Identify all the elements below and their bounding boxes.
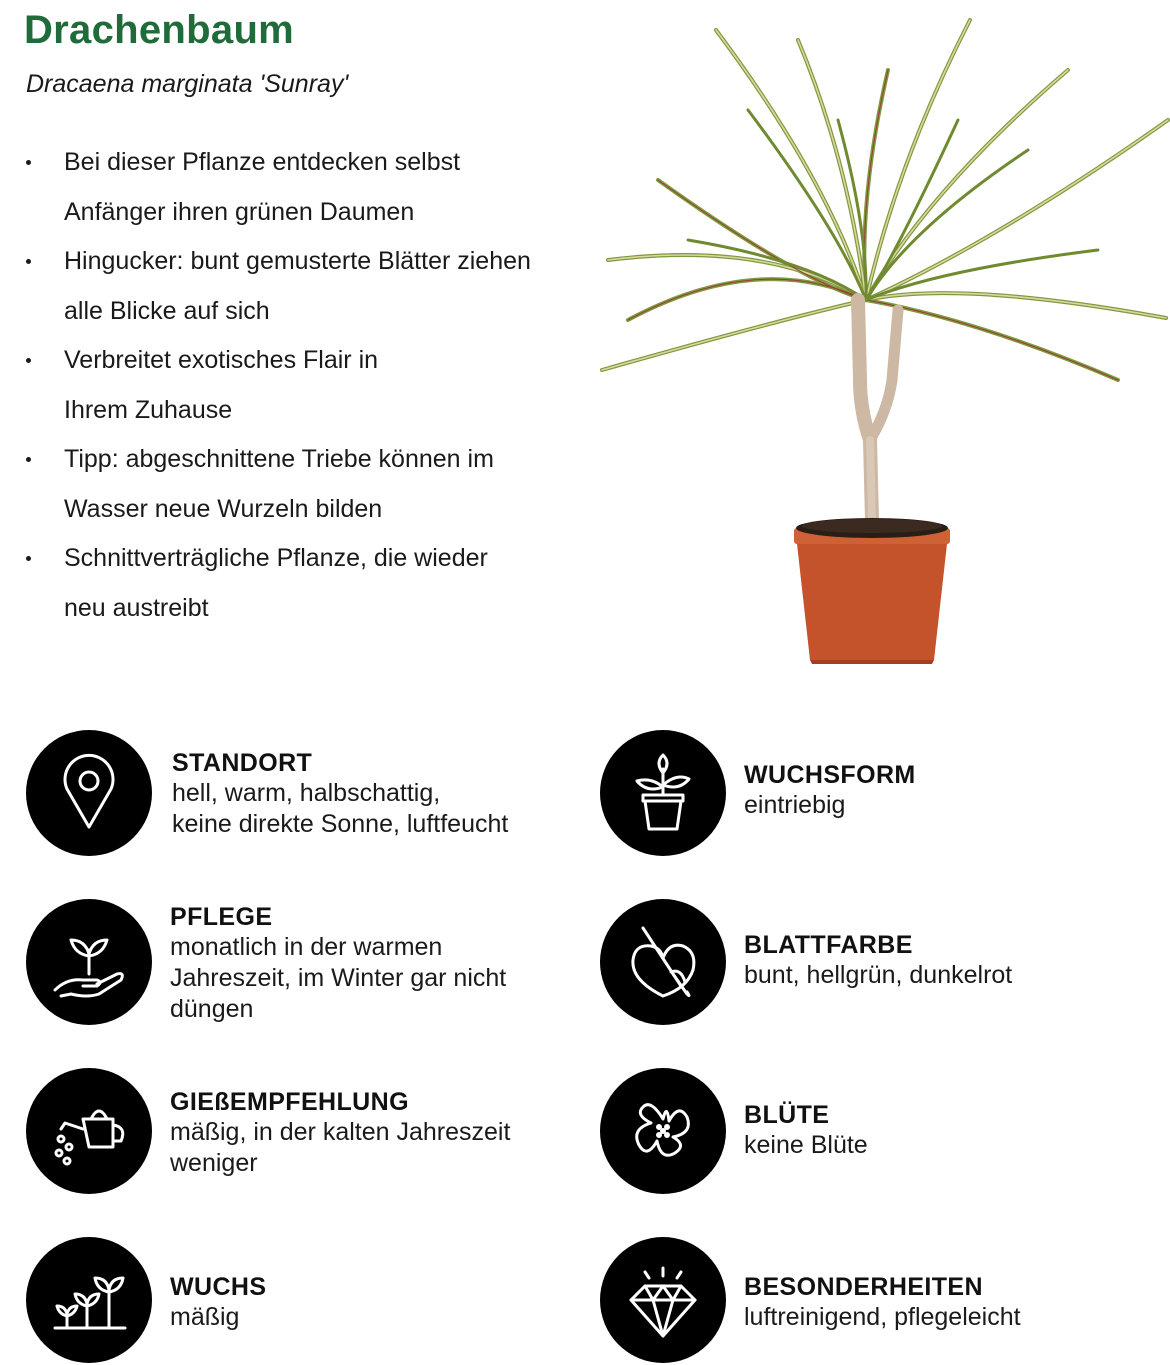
feature-standort bbox=[172, 748, 508, 840]
page-title: Drachenbaum bbox=[24, 8, 295, 52]
bullet-line: Wasser neue Wurzeln bilden bbox=[64, 494, 383, 523]
feature-desc-line: mäßig, in der kalten Jahreszeit bbox=[170, 1118, 511, 1146]
feature-desc-line: bunt, hellgrün, dunkelrot bbox=[744, 961, 1013, 989]
feature-desc-line: mäßig bbox=[170, 1303, 240, 1331]
feature-title: PFLEGE bbox=[170, 903, 273, 931]
feature-wuchs bbox=[170, 1272, 266, 1333]
seedlings-icon bbox=[26, 1237, 152, 1363]
feature-title: STANDORT bbox=[172, 749, 313, 777]
feature-wuchsform bbox=[744, 760, 916, 821]
bullet-line: alle Blicke auf sich bbox=[64, 296, 270, 325]
bullet-item bbox=[24, 237, 584, 336]
feature-desc-line: hell, warm, halbschattig, bbox=[172, 779, 441, 807]
feature-desc-line: weniger bbox=[170, 1149, 258, 1177]
feature-bullet-list bbox=[24, 138, 584, 633]
bullet-line: Schnittverträgliche Pflanze, die wieder bbox=[64, 544, 488, 572]
bullet-line: Hingucker: bunt gemusterte Blätter ziehen bbox=[64, 247, 531, 275]
feature-desc-line: eintriebig bbox=[744, 791, 846, 819]
bullet-item bbox=[24, 336, 584, 435]
bullet-dot-icon bbox=[26, 259, 31, 264]
flower-icon bbox=[600, 1068, 726, 1194]
location-pin-icon bbox=[26, 730, 152, 856]
bullet-item bbox=[24, 435, 584, 534]
feature-desc-line: keine direkte Sonne, luftfeucht bbox=[172, 810, 509, 838]
diamond-icon bbox=[600, 1237, 726, 1363]
feature-blattfarbe bbox=[744, 930, 1012, 991]
leaf-brush-icon bbox=[600, 899, 726, 1025]
dracaena-plant-image bbox=[598, 0, 1170, 672]
feature-desc-line: keine Blüte bbox=[744, 1131, 868, 1159]
plant-leaves bbox=[602, 20, 1168, 380]
feature-desc-line: düngen bbox=[170, 995, 254, 1023]
hand-sprout-icon bbox=[26, 899, 152, 1025]
watering-can-icon bbox=[26, 1068, 152, 1194]
feature-title: GIEßEMPFEHLUNG bbox=[170, 1088, 409, 1116]
feature-desc-line: Jahreszeit, im Winter gar nicht bbox=[170, 964, 507, 992]
feature-desc-line: luftreinigend, pflegeleicht bbox=[744, 1303, 1021, 1331]
bullet-line: Ihrem Zuhause bbox=[64, 395, 233, 424]
plant-trunk bbox=[858, 300, 898, 520]
feature-pflege bbox=[170, 902, 506, 1025]
feature-title: WUCHS bbox=[170, 1273, 267, 1301]
bullet-line: Anfänger ihren grünen Daumen bbox=[64, 197, 415, 226]
bullet-line: Verbreitet exotisches Flair in bbox=[64, 346, 379, 374]
bullet-line: neu austreibt bbox=[64, 593, 209, 622]
bullet-line: Bei dieser Pflanze entdecken selbst bbox=[64, 148, 461, 176]
bullet-dot-icon bbox=[26, 358, 31, 363]
feature-title: WUCHSFORM bbox=[744, 761, 916, 789]
bullet-dot-icon bbox=[26, 457, 31, 462]
feature-giessen bbox=[170, 1087, 510, 1179]
feature-besonderheiten bbox=[744, 1272, 1021, 1333]
bullet-dot-icon bbox=[26, 160, 31, 165]
plant-pot bbox=[794, 518, 950, 664]
feature-bluete bbox=[744, 1100, 868, 1161]
botanical-name: Dracaena marginata 'Sunray' bbox=[26, 70, 349, 98]
feature-title: BLATTFARBE bbox=[744, 931, 913, 959]
feature-title: BLÜTE bbox=[744, 1101, 830, 1129]
potted-plant-icon bbox=[600, 730, 726, 856]
feature-desc-line: monatlich in der warmen bbox=[170, 933, 443, 961]
bullet-line: Tipp: abgeschnittene Triebe können im bbox=[64, 445, 494, 473]
bullet-item bbox=[24, 138, 584, 237]
bullet-dot-icon bbox=[26, 556, 31, 561]
bullet-item bbox=[24, 534, 584, 633]
feature-title: BESONDERHEITEN bbox=[744, 1273, 983, 1301]
